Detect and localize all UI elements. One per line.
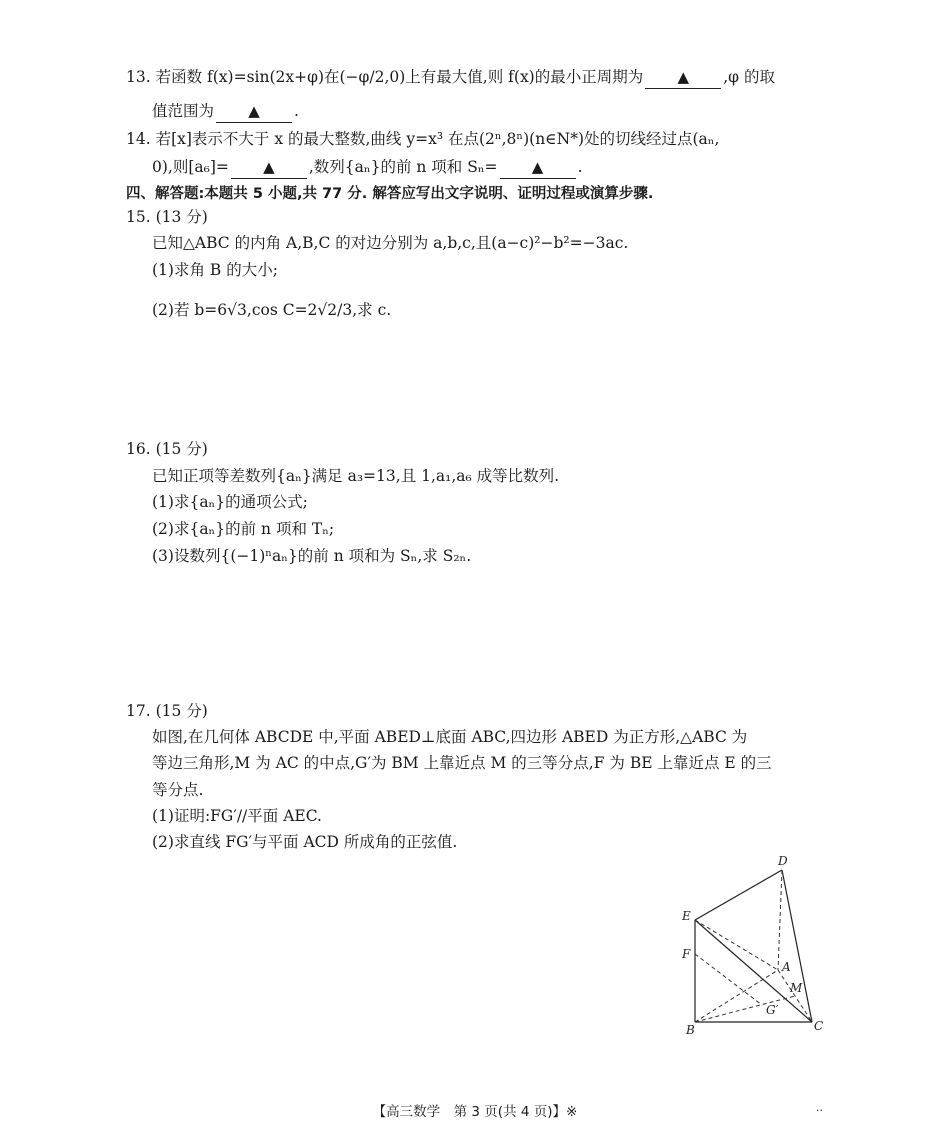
edge-BM [695,996,795,1022]
q14-line2 [152,156,583,179]
q15-header: 15. (13 分) [126,208,208,226]
label-M: M [790,981,803,995]
q13-line1 [126,66,775,89]
q17-part1: (1)证明:FG′//平面 AEC. [152,807,322,825]
q17-stem-line3: 等分点. [152,781,204,799]
q14-blank-1[interactable] [231,156,307,179]
q13-line2-post: . [294,102,299,120]
label-F: F [682,947,691,961]
q16-part3: (3)设数列{(−1)ⁿaₙ}的前 n 项和为 Sₙ,求 S₂ₙ. [152,547,472,565]
q14-line2-post: . [577,158,583,176]
label-D: D [778,854,788,868]
q16-stem: 已知正项等差数列{aₙ}满足 a₃=13,且 1,a₁,a₆ 成等比数列. [152,467,560,485]
q15-part2: (2)若 b=6√3,cos C=2√2/3,求 c. [152,301,392,319]
q13-line2-pre: 值范围为 [152,102,215,120]
q15-part1: (1)求角 B 的大小; [152,261,278,279]
q13-blank-1[interactable] [645,66,721,89]
q14-line2-pre: 0),则[a₆]= [152,158,229,176]
q13-text-post: ,φ 的取 [723,68,775,86]
edge-ED [695,870,782,920]
q16-part1: (1)求{aₙ}的通项公式; [152,493,308,511]
q16-header: 16. (15 分) [126,440,208,458]
edge-EA [695,920,778,970]
q17-part2: (2)求直线 FG′与平面 ACD 所成角的正弦值. [152,833,458,851]
section-title: 四、解答题:本题共 5 小题,共 77 分. 解答应写出文字说明、证明过程或演算步骤. [126,186,654,202]
q13-blank-2[interactable] [216,100,292,123]
blank-triangle-icon: ▲ [248,102,260,120]
q13-text-pre: 13. 若函数 f(x)=sin(2x+φ)在(−φ/2,0)上有最大值,则 f(x)的最小正周期为 [126,68,644,86]
q14-blank-2[interactable] [500,156,576,179]
corner-mark: ·· [816,1104,823,1117]
q14-line2-mid: ,数列{aₙ}的前 n 项和 Sₙ= [308,158,498,176]
label-E: E [682,909,691,923]
q17-stem-line1: 如图,在几何体 ABCDE 中,平面 ABED⊥底面 ABC,四边形 ABED 为正方形,△ABC 为 [152,728,748,746]
q13-line2 [152,100,299,123]
edge-DA [778,870,782,970]
blank-triangle-icon: ▲ [531,158,544,176]
q17-header: 17. (15 分) [126,702,208,720]
blank-triangle-icon: ▲ [677,68,689,86]
page-footer: 【高三数学 第 3 页(共 4 页)】※ [372,1104,578,1120]
q17-stem-line2: 等边三角形,M 为 AC 的中点,G′为 BM 上靠近点 M 的三等分点,F 为 BE 上靠近点 E 的三 [152,754,772,772]
label-B: B [686,1023,695,1037]
q16-part2: (2)求{aₙ}的前 n 项和 Tₙ; [152,520,335,538]
blank-triangle-icon: ▲ [263,158,275,176]
geometry-figure [670,850,840,1040]
q14-line1: 14. 若[x]表示不大于 x 的最大整数,曲线 y=x³ 在点(2ⁿ,8ⁿ)(n∈N*)处的切线经过点(aₙ, [126,130,720,148]
q15-stem: 已知△ABC 的内角 A,B,C 的对边分别为 a,b,c,且(a−c)²−b²=−3ac. [152,234,629,252]
edge-FG [695,954,762,1005]
label-G: G′ [766,1003,779,1017]
label-C: C [814,1019,824,1033]
label-A: A [782,960,791,974]
